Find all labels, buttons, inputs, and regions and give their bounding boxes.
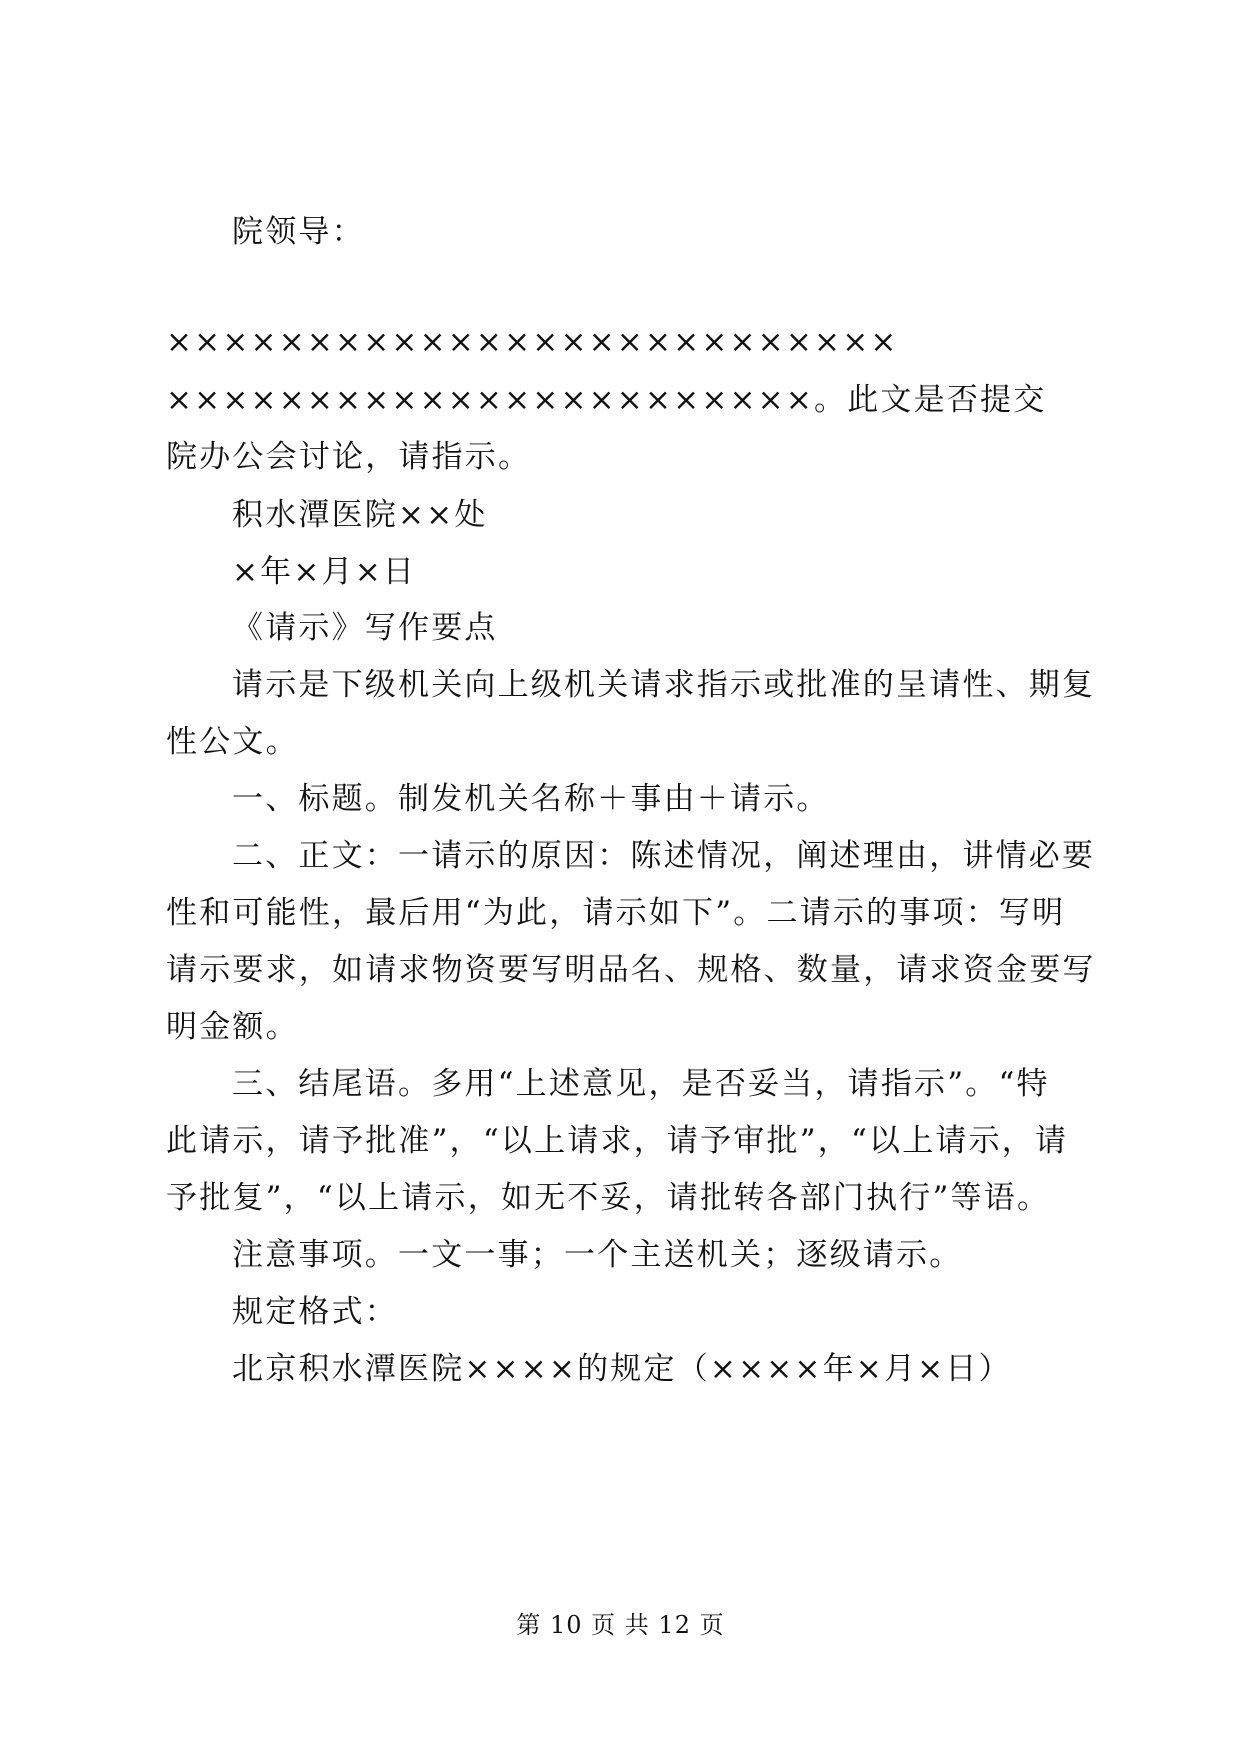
body-line: 请示要求，如请求物资要写明品名、规格、数量，请求资金要写 bbox=[166, 952, 1096, 988]
body-line: 请示是下级机关向上级机关请求指示或批准的呈请性、期复 bbox=[232, 667, 1096, 703]
sender-line: 积水潭医院××处 bbox=[232, 497, 488, 533]
date-line: ×年×月×日 bbox=[232, 554, 417, 590]
body-line: 性公文。 bbox=[166, 724, 299, 760]
body-line: ×××××××××××××××××××××××。此文是否提交 bbox=[166, 382, 1047, 418]
page-number: 第 10 页 共 12 页 bbox=[516, 1611, 725, 1639]
body-line: 此请示，请予批准”，“以上请求，请予审批”，“以上请示，请 bbox=[166, 1123, 1069, 1159]
body-line: ×××××××××××××××××××××××××× bbox=[166, 324, 899, 360]
section-heading: 《请示》写作要点 bbox=[232, 610, 498, 646]
body-line: 规定格式： bbox=[232, 1294, 398, 1330]
body-line: 三、结尾语。多用“上述意见，是否妥当，请指示”。“特 bbox=[232, 1066, 1050, 1102]
body-line: 一、标题。制发机关名称＋事由＋请示。 bbox=[232, 781, 830, 817]
body-line: 北京积水潭医院××××的规定（××××年×月×日） bbox=[232, 1351, 1012, 1387]
salutation: 院领导： bbox=[232, 214, 365, 250]
body-line: 注意事项。一文一事；一个主送机关；逐级请示。 bbox=[232, 1237, 963, 1273]
body-line: 二、正文：一请示的原因：陈述情况，阐述理由，讲情必要 bbox=[232, 838, 1096, 874]
body-line: 院办公会讨论，请指示。 bbox=[166, 439, 532, 475]
body-line: 性和可能性，最后用“为此，请示如下”。二请示的事项：写明 bbox=[166, 895, 1066, 931]
body-line: 明金额。 bbox=[166, 1009, 299, 1045]
body-line: 予批复”，“以上请示，如无不妥，请批转各部门执行”等语。 bbox=[166, 1180, 1051, 1216]
